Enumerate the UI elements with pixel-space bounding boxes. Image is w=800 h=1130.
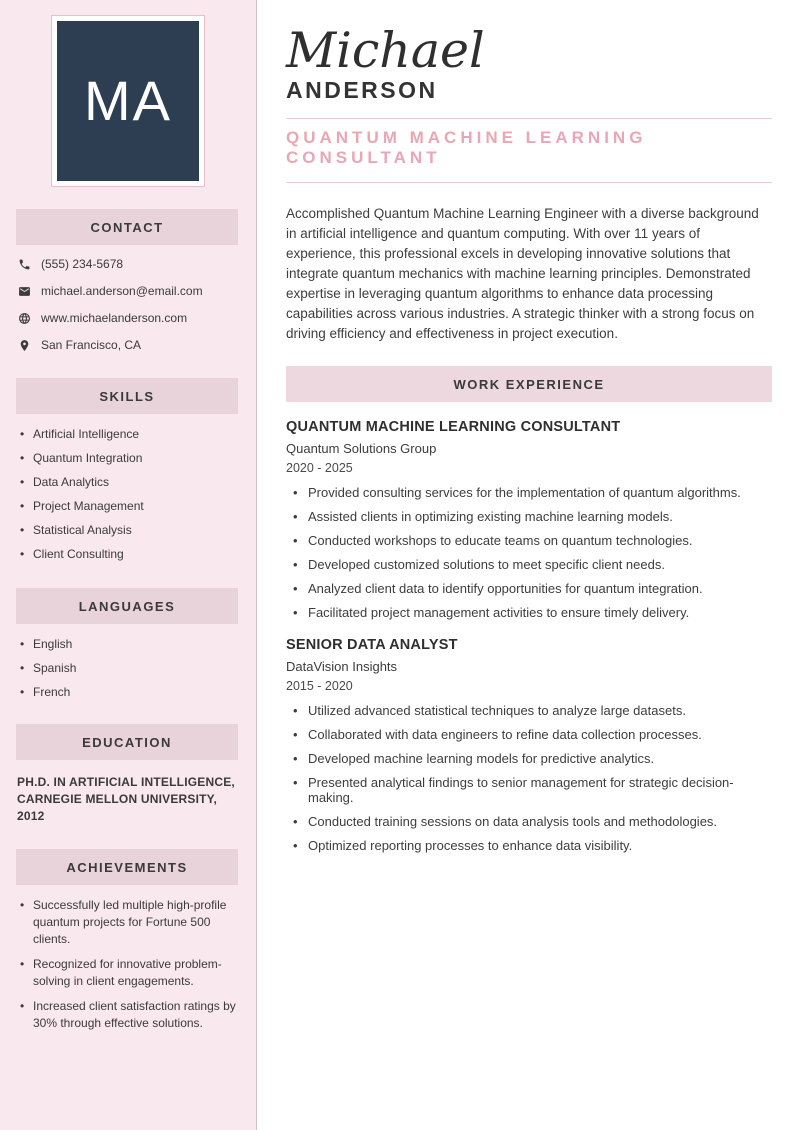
- job-bullet: • Developed machine learning models for predictive analytics.: [293, 751, 772, 766]
- contact-email: michael.anderson@email.com: [41, 284, 203, 298]
- skill-item: • Project Management: [20, 498, 238, 514]
- job-bullet-list: [286, 485, 772, 620]
- skills-list: [0, 414, 256, 562]
- job-entry: [286, 419, 772, 620]
- location-icon: [18, 339, 31, 352]
- education-section-header: [16, 724, 238, 760]
- achievement-item: • Successfully led multiple high-profile quantum projects for Fortune 500 clients.: [20, 897, 240, 948]
- job-company: Quantum Solutions Group: [286, 441, 437, 456]
- contact-email-row: [18, 284, 238, 298]
- achievement-item: • Recognized for innovative problem-solving in client engagements.: [20, 956, 240, 990]
- skill-item: • Data Analytics: [20, 474, 238, 490]
- avatar-initials: MA: [84, 69, 172, 132]
- contact-website: www.michaelanderson.com: [41, 311, 188, 325]
- globe-icon: [18, 312, 31, 325]
- contact-phone-row: [18, 257, 238, 271]
- job-bullet: • Conducted training sessions on data analysis tools and methodologies.: [293, 814, 772, 829]
- job-bullet: • Presented analytical findings to senior management for strategic decision-making.: [293, 775, 772, 805]
- languages-header-label: LANGUAGES: [78, 598, 176, 614]
- language-item: • English: [20, 636, 238, 652]
- job-bullet: • Utilized advanced statistical techniques to analyze large datasets.: [293, 703, 772, 718]
- achievements-list: [0, 885, 256, 1032]
- skill-item: • Quantum Integration: [20, 450, 238, 466]
- job-bullet: • Collaborated with data engineers to refine data collection processes.: [293, 727, 772, 742]
- skills-section-header: [16, 378, 238, 414]
- last-name: ANDERSON: [286, 77, 438, 103]
- skill-item: • Client Consulting: [20, 546, 238, 562]
- languages-section-header: [16, 588, 238, 624]
- first-name: Michael: [286, 22, 485, 79]
- contact-phone: (555) 234-5678: [41, 257, 124, 271]
- job-title: QUANTUM MACHINE LEARNING CONSULTANT: [286, 419, 621, 435]
- achievements-section-header: [16, 849, 238, 885]
- job-bullet: • Facilitated project management activities to ensure timely delivery.: [293, 605, 772, 620]
- contact-location-row: [18, 338, 238, 352]
- language-item: • French: [20, 684, 238, 700]
- contact-website-row: [18, 311, 238, 325]
- job-bullet: • Provided consulting services for the implementation of quantum algorithms.: [293, 485, 772, 500]
- contact-header-label: CONTACT: [90, 219, 164, 235]
- job-title: SENIOR DATA ANALYST: [286, 637, 458, 653]
- avatar-box: [57, 21, 199, 181]
- sidebar: [0, 0, 257, 1130]
- languages-list: [0, 624, 256, 700]
- job-bullet: • Optimized reporting processes to enhance data visibility.: [293, 838, 772, 853]
- profile-summary: Accomplished Quantum Machine Learning Engineer with a diverse background in artificial intelligence and quantum computing. With over 11 years of experience, this professional excels in developing innovative solutions that integrate quantum mechanics with machine learning principles. Demonstrated expertise in leveraging quantum algorithms to enhance data processing capabilities across various industries. A strategic thinker with a strong focus on driving efficiency and effectiveness in project execution.: [286, 206, 759, 341]
- job-bullet-list: [286, 703, 772, 853]
- phone-icon: [18, 258, 31, 271]
- job-company: DataVision Insights: [286, 659, 398, 674]
- work-experience-header-label: WORK EXPERIENCE: [453, 376, 605, 392]
- skill-item: • Statistical Analysis: [20, 522, 238, 538]
- job-dates: 2015 - 2020: [286, 679, 353, 693]
- job-bullet: • Assisted clients in optimizing existing machine learning models.: [293, 509, 772, 524]
- achievements-header-label: ACHIEVEMENTS: [66, 859, 188, 875]
- work-experience-header: [286, 366, 772, 402]
- achievement-item: • Increased client satisfaction ratings by 30% through effective solutions.: [20, 998, 240, 1032]
- education-degree: PH.D. IN ARTIFICIAL INTELLIGENCE, CARNEGIE MELLON UNIVERSITY, 2012: [17, 775, 235, 823]
- skill-item: • Artificial Intelligence: [20, 426, 238, 442]
- contact-location: San Francisco, CA: [41, 338, 142, 352]
- job-bullet: • Developed customized solutions to meet specific client needs.: [293, 557, 772, 572]
- avatar: [51, 15, 205, 187]
- language-item: • Spanish: [20, 660, 238, 676]
- job-bullet: • Analyzed client data to identify opportunities for quantum integration.: [293, 581, 772, 596]
- education-header-label: EDUCATION: [82, 734, 172, 750]
- email-icon: [18, 285, 31, 298]
- contact-section-header: [16, 209, 238, 245]
- job-dates: 2020 - 2025: [286, 461, 353, 475]
- job-entry: [286, 637, 772, 853]
- page-title: QUANTUM MACHINE LEARNING CONSULTANT: [286, 128, 647, 167]
- divider-line: [286, 182, 772, 183]
- skills-header-label: SKILLS: [99, 388, 155, 404]
- job-bullet: • Conducted workshops to educate teams on quantum technologies.: [293, 533, 772, 548]
- main-content: [257, 0, 800, 1130]
- contact-list: [0, 245, 256, 352]
- divider-line: [286, 118, 772, 119]
